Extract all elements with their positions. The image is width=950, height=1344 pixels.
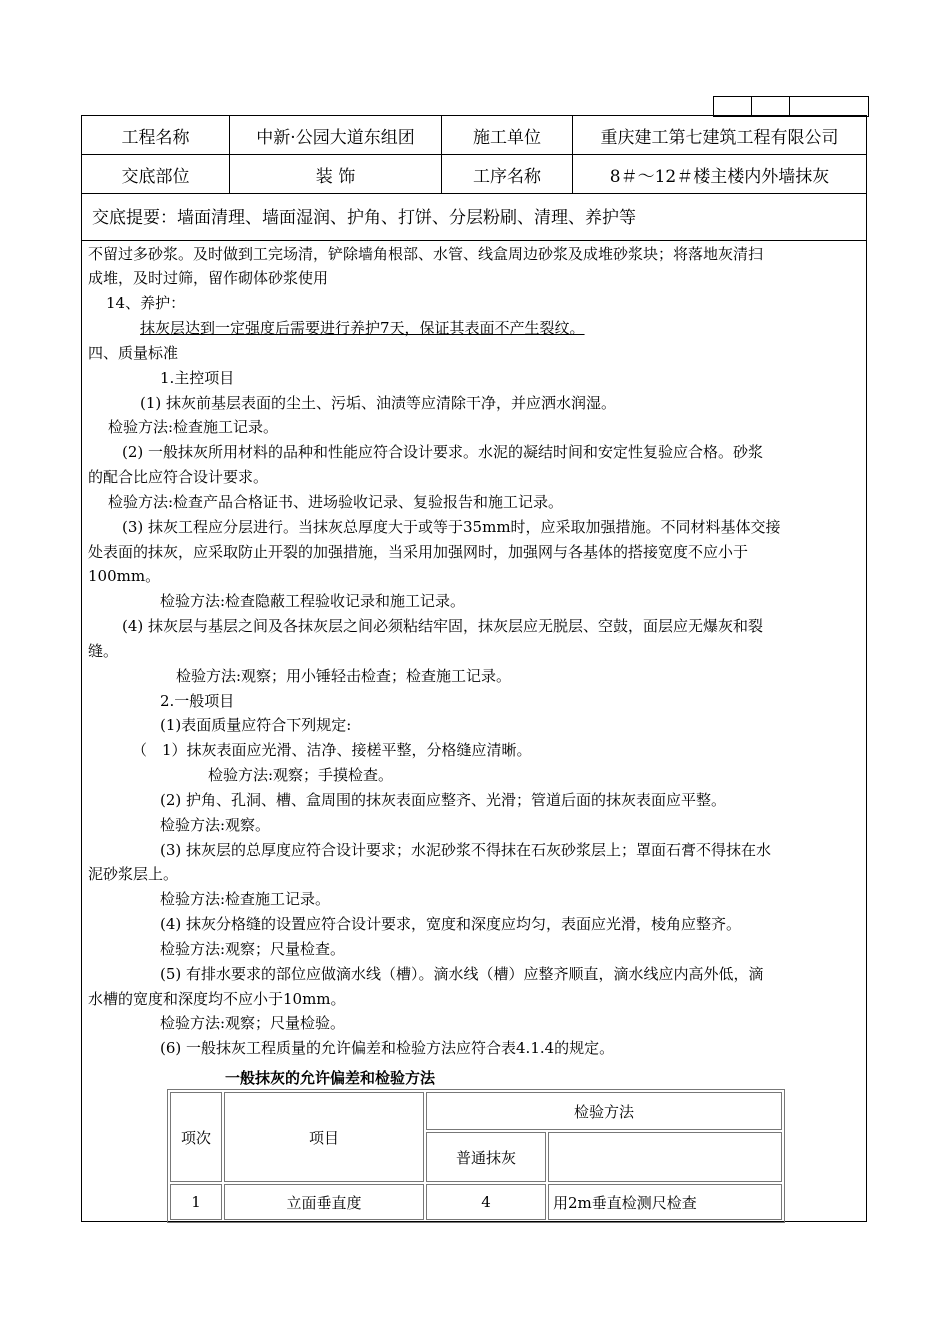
table-title: 一般抹灰的允许偏差和检验方法	[225, 1069, 436, 1087]
text-line: 水槽的宽度和深度均不应小于10mm。	[88, 990, 346, 1008]
text-line: 检验方法:检查施工记录。	[108, 418, 279, 436]
project-value: 中新·公园大道东组团	[230, 116, 442, 155]
top-cell	[789, 96, 869, 117]
part-label: 交底部位	[82, 155, 230, 194]
text-line: 检验方法:观察；尺量检查。	[160, 940, 346, 958]
summary: 交底提要：墙面清理、墙面湿润、护角、打饼、分层粉刷、清理、养护等	[82, 196, 866, 241]
row-method: 用2m垂直检测尺检查	[548, 1184, 782, 1220]
top-cell	[751, 96, 789, 117]
text-line: 检验方法:观察；尺量检验。	[160, 1014, 346, 1032]
col-header-blank	[548, 1132, 782, 1182]
header-table	[82, 116, 866, 194]
text-line: 14、养护：	[106, 294, 186, 312]
text-line: 100mm。	[88, 567, 161, 585]
text-line: (4) 抹灰分格缝的设置应符合设计要求，宽度和深度应均匀，表面应光滑，棱角应整齐。	[160, 915, 742, 933]
unit-label: 施工单位	[442, 116, 573, 155]
unit-value: 重庆建工第七建筑工程有限公司	[573, 116, 867, 155]
top-cell	[713, 96, 751, 117]
top-right-cells	[713, 96, 869, 117]
table-row	[170, 1184, 782, 1220]
text-line: 检验方法:检查产品合格证书、进场验收记录、复验报告和施工记录。	[108, 493, 564, 511]
row-no: 1	[170, 1184, 222, 1220]
subsection-heading: 2.一般项目	[160, 692, 235, 710]
text-line: (3) 抹灰层的总厚度应符合设计要求；水泥砂浆不得抹在石灰砂浆层上；罩面石膏不得抹在水	[160, 841, 772, 859]
text-line: 的配合比应符合设计要求。	[88, 468, 269, 486]
text-line: 检验方法:观察。	[160, 816, 271, 834]
text-line: 泥砂浆层上。	[88, 865, 179, 883]
text-line: (5) 有排水要求的部位应做滴水线（槽）。滴水线（槽）应整齐顺直，滴水线应内高外低，滴	[160, 965, 764, 983]
project-label: 工程名称	[82, 116, 230, 155]
text-line: (1)表面质量应符合下列规定:	[160, 716, 352, 734]
text-line: (1) 抹灰前基层表面的尘土、污垢、油渍等应清除干净，并应洒水润湿。	[140, 394, 617, 412]
text-line: 不留过多砂浆。及时做到工完场清，铲除墙角根部、水管、线盒周边砂浆及成堆砂浆块；将落地灰清扫	[88, 245, 764, 263]
text-line: (3) 抹灰工程应分层进行。当抹灰总厚度大于或等于35mm时，应采取加强措施。不同材料基体交接	[122, 518, 781, 536]
text-line: 成堆，及时过筛，留作砌体砂浆使用	[88, 269, 329, 287]
row-value: 4	[426, 1184, 546, 1220]
text-line: 处表面的抹灰，应采取防止开裂的加强措施，当采用加强网时，加强网与各基体的搭接宽度不应小于	[88, 543, 749, 561]
deviation-table	[167, 1089, 785, 1223]
text-line: (4) 抹灰层与基层之间及各抹灰层之间必须粘结牢固，抹灰层应无脱层、空鼓，面层应无爆灰和裂	[122, 617, 764, 635]
col-header-normal: 普通抹灰	[426, 1132, 546, 1182]
part-value: 装 饰	[230, 155, 442, 194]
text-line: 缝。	[88, 642, 119, 660]
col-header-no: 项次	[170, 1092, 222, 1182]
text-line: （ 1）抹灰表面应光滑、洁净、接槎平整，分格缝应清晰。	[132, 741, 532, 759]
row-item: 立面垂直度	[224, 1184, 424, 1220]
col-header-method: 检验方法	[426, 1092, 782, 1130]
text-line: (2) 护角、孔洞、槽、盒周围的抹灰表面应整齐、光滑；管道后面的抹灰表面应平整。	[160, 791, 727, 809]
text-line: 检验方法:观察；用小锤轻击检查；检查施工记录。	[176, 667, 512, 685]
text-line: 检验方法:观察；手摸检查。	[208, 766, 394, 784]
subsection-heading: 1.主控项目	[160, 369, 235, 387]
disclosure-form	[81, 115, 867, 1222]
col-header-item: 项目	[224, 1092, 424, 1182]
text-line: 抹灰层达到一定强度后需要进行养护7天，保证其表面不产生裂纹。	[140, 319, 585, 337]
text-line: (2) 一般抹灰所用材料的品种和性能应符合设计要求。水泥的凝结时间和安定性复验应合格。砂浆	[122, 443, 764, 461]
text-line: (6) 一般抹灰工程质量的允许偏差和检验方法应符合表4.1.4的规定。	[160, 1039, 615, 1057]
section-heading: 四、质量标准	[88, 344, 179, 362]
process-label: 工序名称	[442, 155, 573, 194]
process-value: 8＃～12＃楼主楼内外墙抹灰	[573, 155, 867, 194]
text-line: 检验方法:检查隐蔽工程验收记录和施工记录。	[160, 592, 466, 610]
text-line: 检验方法:检查施工记录。	[160, 890, 331, 908]
